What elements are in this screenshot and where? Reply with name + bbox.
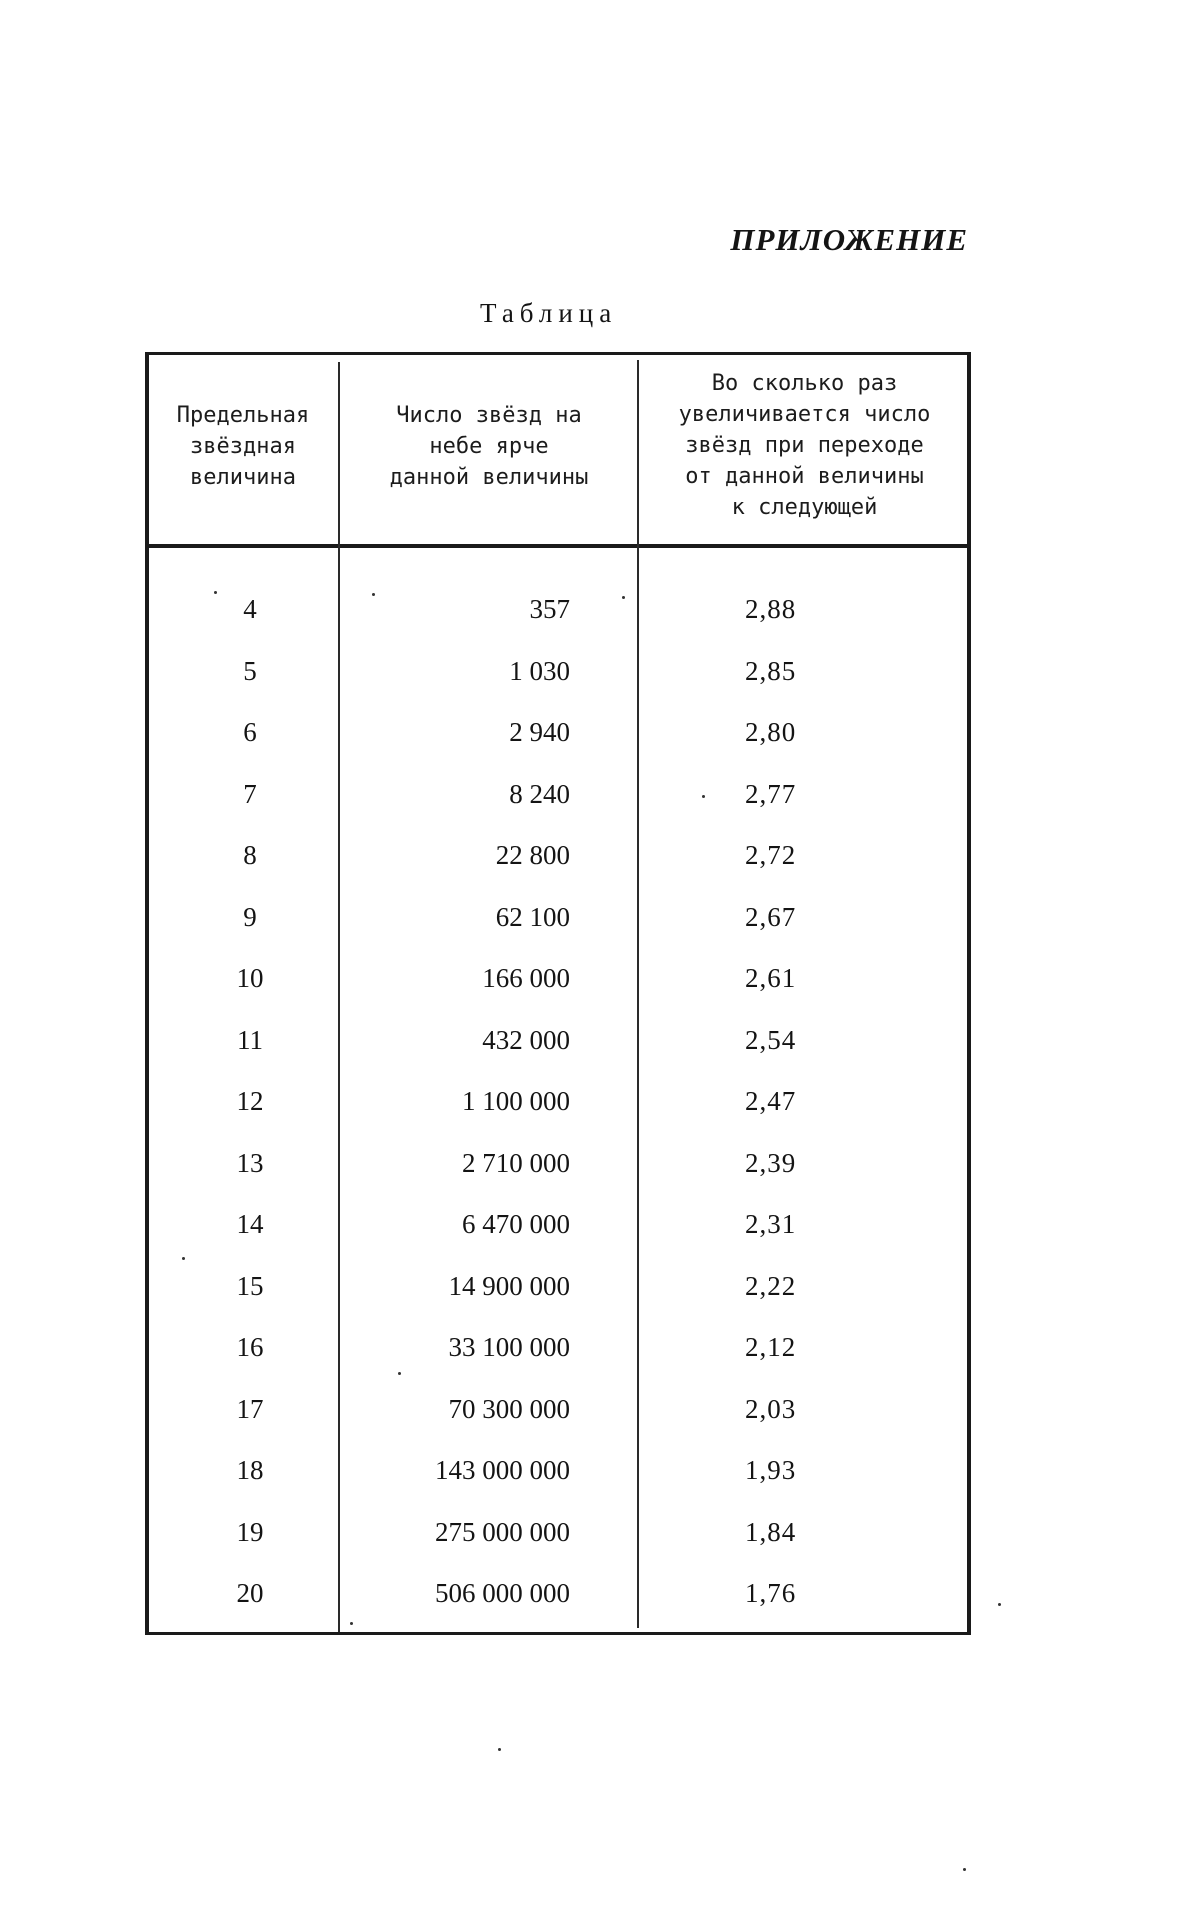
header-line: Предельная	[176, 403, 310, 428]
table-row	[0, 1021, 1200, 1083]
header-line: Число звёзд на	[396, 403, 582, 428]
magnitude-cell: 20	[236, 1578, 264, 1608]
header-divider	[145, 544, 971, 548]
star-count-cell: 1 030	[509, 655, 570, 686]
magnitude-cell: 10	[236, 963, 264, 993]
ratio-cell: 2,61	[745, 963, 797, 993]
magnitude-cell: 8	[243, 840, 257, 870]
table-row	[0, 1574, 1200, 1636]
table-row	[0, 590, 1200, 652]
scan-speck	[214, 591, 217, 594]
magnitude-cell: 11	[237, 1024, 263, 1055]
star-count-cell: 1 100 000	[462, 1086, 570, 1116]
scan-speck	[498, 1748, 501, 1751]
scan-speck	[702, 795, 705, 798]
star-count-cell: 62 100	[495, 901, 570, 932]
magnitude-cell: 4	[243, 594, 257, 624]
ratio-cell: 2,39	[745, 1147, 797, 1178]
ratio-cell: 2,22	[745, 1270, 797, 1301]
header-line: к следующей	[731, 495, 878, 520]
magnitude-cell: 12	[236, 1086, 264, 1116]
table-row	[0, 1205, 1200, 1267]
star-count-cell: 2 940	[509, 717, 570, 747]
ratio-cell: 2,12	[745, 1332, 797, 1362]
star-count-cell: 506 000 000	[435, 1578, 570, 1608]
table-row	[0, 1267, 1200, 1329]
table-row	[0, 836, 1200, 898]
ratio-cell: 2,67	[745, 901, 797, 932]
ratio-cell: 2,80	[745, 717, 797, 747]
ratio-cell: 1,76	[745, 1578, 797, 1608]
star-count-cell: 22 800	[495, 840, 570, 870]
table-row	[0, 713, 1200, 775]
ratio-cell: 2,88	[745, 594, 797, 624]
star-count-cell: 275 000 000	[435, 1516, 570, 1547]
header-line: увеличивается число	[678, 402, 931, 427]
magnitude-cell: 19	[236, 1516, 264, 1547]
scan-speck	[182, 1257, 185, 1260]
ratio-cell: 1,84	[745, 1516, 797, 1547]
table-caption: Таблица	[480, 298, 618, 328]
column-header-count	[345, 400, 633, 493]
magnitude-cell: 6	[243, 717, 257, 747]
ratio-cell: 2,47	[745, 1086, 797, 1116]
star-count-cell: 14 900 000	[448, 1270, 570, 1301]
magnitude-cell: 14	[236, 1209, 264, 1239]
ratio-cell: 2,72	[745, 840, 797, 870]
ratio-cell: 2,54	[745, 1024, 797, 1055]
header-line: величина	[190, 465, 296, 490]
star-count-cell: 6 470 000	[462, 1209, 570, 1239]
star-count-cell: 8 240	[509, 778, 570, 809]
magnitude-cell: 15	[236, 1270, 264, 1301]
star-count-cell: 166 000	[482, 963, 570, 993]
table-row	[0, 898, 1200, 960]
scan-speck	[622, 596, 625, 599]
star-count-cell: 357	[529, 594, 570, 624]
table-body	[0, 590, 1200, 1636]
magnitude-cell: 18	[236, 1455, 264, 1485]
column-header-ratio	[642, 368, 967, 523]
header-line: от данной величины	[685, 464, 924, 489]
magnitude-cell: 5	[243, 655, 257, 686]
magnitude-cell: 13	[236, 1147, 264, 1178]
magnitude-cell: 16	[236, 1332, 264, 1362]
table-row	[0, 1144, 1200, 1206]
ratio-cell: 2,31	[745, 1209, 797, 1239]
header-line: Во сколько раз	[711, 371, 898, 396]
ratio-cell: 1,93	[745, 1455, 797, 1485]
page-heading: ПРИЛОЖЕНИЕ	[730, 222, 968, 257]
ratio-cell: 2,85	[745, 655, 797, 686]
scan-speck	[998, 1603, 1001, 1606]
scan-speck	[398, 1372, 401, 1375]
magnitude-cell: 7	[243, 778, 257, 809]
star-count-cell: 143 000 000	[435, 1455, 570, 1485]
ratio-cell: 2,77	[745, 778, 797, 809]
star-count-cell: 70 300 000	[448, 1393, 570, 1424]
header-line: данной величины	[389, 465, 589, 490]
header-line: звёзд при переходе	[685, 433, 924, 458]
table-row	[0, 652, 1200, 714]
star-count-cell: 33 100 000	[448, 1332, 570, 1362]
scan-speck	[963, 1868, 966, 1871]
star-count-cell: 432 000	[482, 1024, 570, 1055]
column-header-magnitude	[150, 400, 336, 493]
scan-speck	[372, 593, 375, 596]
magnitude-cell: 9	[243, 901, 257, 932]
table-row	[0, 1513, 1200, 1575]
table-row	[0, 1451, 1200, 1513]
star-count-cell: 2 710 000	[462, 1147, 570, 1178]
table-row	[0, 1390, 1200, 1452]
scan-speck	[350, 1622, 353, 1625]
table-row	[0, 1328, 1200, 1390]
header-line: небе ярче	[429, 434, 549, 459]
table-row	[0, 1082, 1200, 1144]
magnitude-cell: 17	[236, 1393, 264, 1424]
table-row	[0, 775, 1200, 837]
ratio-cell: 2,03	[745, 1393, 797, 1424]
header-line: звёздная	[190, 434, 296, 459]
table-row	[0, 959, 1200, 1021]
